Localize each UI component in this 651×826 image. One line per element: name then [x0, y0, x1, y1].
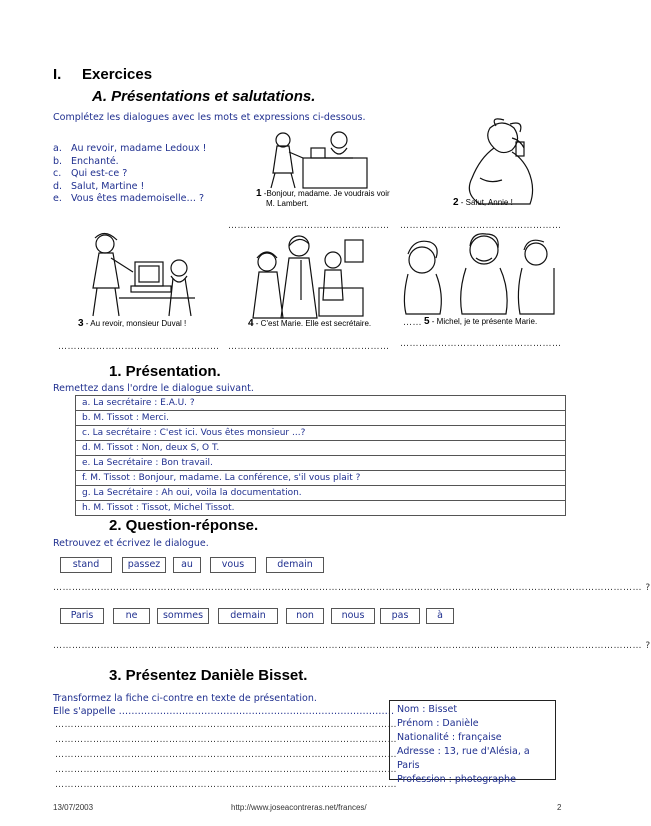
card-firstname: Prénom : Danièle [397, 718, 479, 729]
footer-page-number: 2 [557, 803, 562, 812]
word-box: non [286, 608, 324, 624]
answer-line-r[interactable]: …………………………………………………………………………………………………………………………………………………………………… ? [53, 641, 651, 651]
writing-line[interactable]: ……………………………………………………………………………………………… [55, 765, 397, 775]
writing-line[interactable]: ……………………………………………………………………………………………… [55, 780, 397, 790]
word-box: demain [266, 557, 324, 573]
word-box: vous [210, 557, 256, 573]
writing-line[interactable]: ……………………………………………………………………………………………… [55, 720, 397, 730]
part-1-title: 1. Présentation. [109, 363, 221, 380]
word-box: ne [113, 608, 150, 624]
answer-line-1[interactable]: …………………………………………… [228, 221, 390, 231]
word-box: nous [331, 608, 375, 624]
answer-line-3[interactable]: …………………………………………… [58, 342, 220, 352]
part-3-start-line[interactable]: Elle s'appelle …………………………………………………………………………… [53, 706, 395, 717]
part-a-title: A. Présentations et salutations. [92, 88, 316, 105]
part-1-instruction: Remettez dans l'ordre le dialogue suivant. [53, 383, 254, 394]
caption-1: 1 -Bonjour, madame. Je voudrais voir [256, 188, 390, 199]
table-row: e. La Secrétaire : Bon travail. [53, 456, 566, 471]
word-box: à [426, 608, 454, 624]
expression-item: d. Salut, Martine ! [53, 180, 145, 192]
illustration-1 [255, 128, 373, 190]
dialogue-table [53, 395, 566, 516]
section-title: Exercices [82, 66, 153, 83]
table-row: a. La secrétaire : E.A.U. ? [53, 396, 566, 411]
card-name: Nom : Bisset [397, 704, 458, 715]
caption-5: 5 - Michel, je te présente Marie. [424, 316, 538, 327]
illustration-2 [450, 118, 552, 208]
part-a-instruction: Complétez les dialogues avec les mots et expressions ci-dessous. [53, 112, 366, 123]
caption-4: 4 - C'est Marie. Elle est secrétaire. [248, 318, 372, 329]
illustration-4 [245, 230, 367, 320]
part-3-instruction: Transformez la fiche ci-contre en texte de présentation. [53, 693, 317, 704]
illustration-3 [75, 228, 203, 320]
word-box: stand [60, 557, 112, 573]
caption-3: 3 - Au revoir, monsieur Duval ! [78, 318, 187, 329]
footer-url[interactable]: http://www.joseacontreras.net/frances/ [231, 803, 367, 812]
card-nationality: Nationalité : française [397, 732, 502, 743]
table-row: g. La Secrétaire : Ah oui, voila la documentation. [53, 486, 566, 501]
table-row: h. M. Tissot : Tissot, Michel Tissot. [53, 501, 566, 516]
word-box: demain [218, 608, 278, 624]
table-row: c. La secrétaire : C'est ici. Vous êtes monsieur ...? [53, 426, 566, 441]
word-box: Paris [60, 608, 104, 624]
word-box: pas [380, 608, 420, 624]
caption-1-cont: M. Lambert. [266, 199, 309, 208]
expression-item: e. Vous êtes mademoiselle… ? [53, 193, 205, 204]
illustration-5 [400, 228, 555, 316]
expression-item: c. Qui est-ce ? [53, 168, 128, 179]
expression-item: a. Au revoir, madame Ledoux ! [53, 143, 207, 154]
identity-card [389, 700, 556, 785]
footer-date: 13/07/2003 [53, 803, 94, 812]
card-address: Adresse : 13, rue d'Alésia, a Paris [397, 746, 530, 771]
part-2-instruction: Retrouvez et écrivez le dialogue. [53, 538, 209, 549]
answer-line-2[interactable]: …………………………………………… [400, 221, 562, 231]
answer-line-5[interactable]: …………………………………………… [400, 339, 562, 349]
word-box: au [173, 557, 201, 573]
part-2-title: 2. Question-réponse. [109, 517, 259, 534]
table-row: d. M. Tissot : Non, deux S, O T. [53, 441, 566, 456]
writing-line[interactable]: ……………………………………………………………………………………………… [55, 750, 397, 760]
expression-item: b. Enchanté. [53, 155, 119, 167]
answer-line-q[interactable]: …………………………………………………………………………………………………………………………………………………………………… ? [53, 583, 651, 593]
answer-line-4[interactable]: …………………………………………… [228, 342, 390, 352]
table-row: f. M. Tissot : Bonjour, madame. La conférence, s'il vous plait ? [53, 471, 566, 486]
writing-line[interactable]: ……………………………………………………………………………………………… [55, 735, 397, 745]
table-row: b. M. Tissot : Merci. [53, 411, 566, 426]
part-3-title: 3. Présentez Danièle Bisset. [109, 667, 308, 684]
card-profession: Profession : photographe [397, 774, 516, 785]
word-box: passez [122, 557, 166, 573]
expressions-list [53, 143, 206, 206]
answer-line-5-pre[interactable]: …… [403, 318, 422, 328]
word-box: sommes [157, 608, 209, 624]
caption-2: 2 - Salut, Annie ! [453, 197, 513, 208]
section-number: I. [53, 66, 62, 83]
